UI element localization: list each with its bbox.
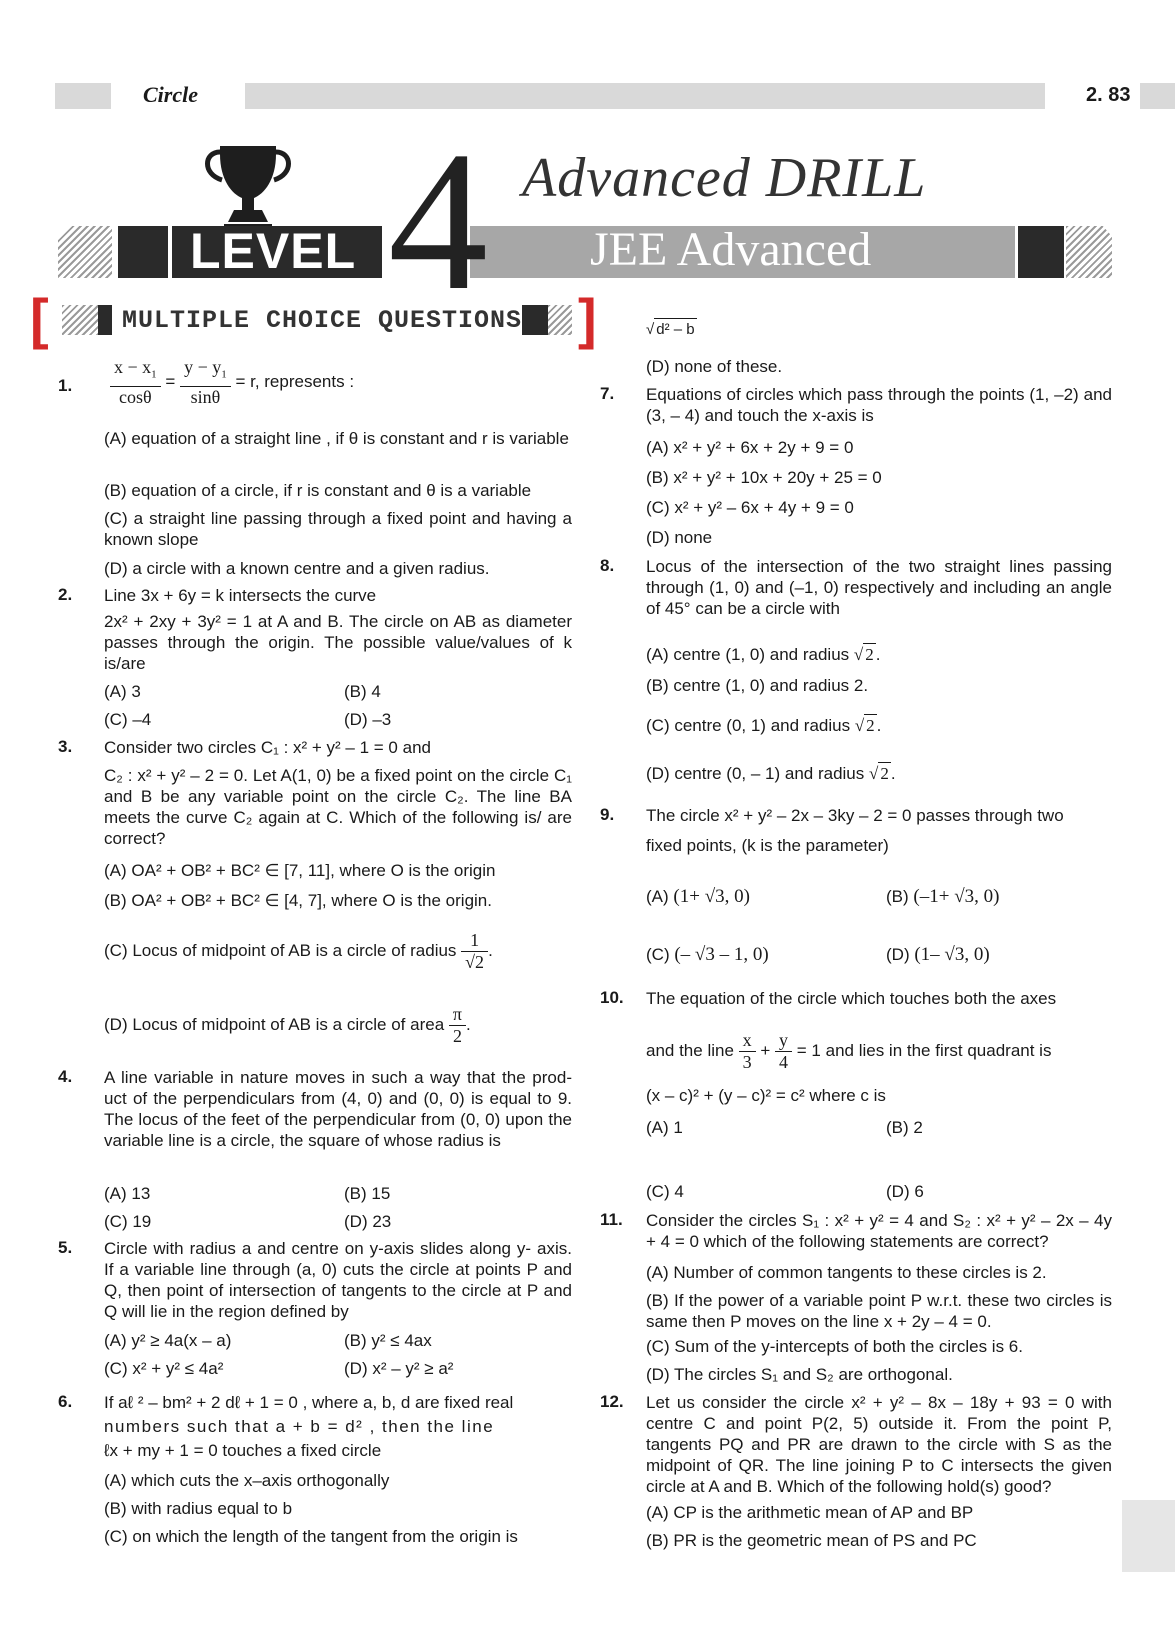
- q6-option-a: (A) which cuts the x–axis orthogonally: [104, 1471, 390, 1490]
- q3-d-frac: $\frac{\pi}{2}$: [449, 1004, 466, 1047]
- level-label: LEVEL: [190, 223, 357, 279]
- level-number: 4: [388, 111, 488, 332]
- q1-frac-y: $\frac{y - y_1}{\sin\theta}$: [180, 357, 231, 408]
- q11-text: Consider the circles S₁ : x² + y² = 4 and S₂ : x² + y² – 2x – 4y + 4 = 0 which of the following statements are correct?: [646, 1211, 1112, 1251]
- q1-number: 1.: [58, 376, 73, 395]
- section-block-right: [522, 305, 548, 335]
- banner-right-block: [1018, 226, 1064, 278]
- q7-option-a: (A) x² + y² + 6x + 2y + 9 = 0: [646, 438, 854, 457]
- q4-option-b: (B) 15: [344, 1184, 391, 1203]
- q3-option-c: (C) Locus of midpoint of AB is a circle of radius $\frac{1}{√2}$ .: [104, 930, 493, 972]
- q3-c-frac: $\frac{1}{√2}$: [461, 930, 488, 973]
- q2-option-a: (A) 3: [104, 682, 141, 701]
- q6-line2: numbers such that a + b = d² , then the line: [104, 1417, 495, 1436]
- q6-option-d: (D) none of these.: [646, 357, 783, 376]
- q5-number: 5.: [58, 1238, 73, 1257]
- q9-option-d: (D) (1– √3, 0): [886, 944, 990, 965]
- q5-option-c: (C) x² + y² ≤ 4a²: [104, 1359, 224, 1378]
- q6-line1: If aℓ ² – bm² + 2 dℓ + 1 = 0 , where a, b, d are fixed real: [104, 1393, 514, 1412]
- header-bar-left: [55, 83, 111, 109]
- q9-line2: fixed points, (k is the parameter): [646, 836, 889, 855]
- q11-option-c: (C) Sum of the y-intercepts of both the circles is 6.: [646, 1337, 1023, 1356]
- q10-frac-y: $\frac{y}{4}$: [775, 1030, 792, 1073]
- q7-number: 7.: [600, 384, 615, 403]
- banner-hatch-right: [1066, 226, 1112, 278]
- q7-option-c: (C) x² + y² – 6x + 4y + 9 = 0: [646, 498, 854, 517]
- q3-option-a: (A) OA² + OB² + BC² ∈ [7, 11], where O is the origin: [104, 861, 496, 880]
- q8-number: 8.: [600, 556, 615, 575]
- q10-option-c: (C) 4: [646, 1182, 684, 1201]
- q7-option-d: (D) none: [646, 528, 713, 547]
- q3-line2: C₂ : x² + y² – 2 = 0. Let A(1, 0) be a fixed point on the circle C₁ and B be any variable point on the circle C₂. The line BA meets the curve C₂ again at C. Which of the following is/ are correct?: [104, 766, 572, 848]
- q4-option-c: (C) 19: [104, 1212, 152, 1231]
- q11-option-b: (B) If the power of a variable point P w.r.t. these two circles is same then P moves on the line x + 2y – 4 = 0.: [646, 1291, 1112, 1331]
- q11-option-a: (A) Number of common tangents to these circles is 2.: [646, 1263, 1047, 1282]
- q6-number: 6.: [58, 1392, 73, 1411]
- q5-text: Circle with radius a and centre on y-axis slides along y- axis. If a variable line through (a, 0) cuts the circle at points P and Q, then point of intersection of tangents to the circle at P and Q will lie in the region defined by: [104, 1239, 572, 1321]
- banner-level-bg: [118, 226, 168, 278]
- q8-option-d: (D) centre (0, – 1) and radius √ 2 .: [646, 764, 896, 783]
- q1-option-d: (D) a circle with a known centre and a given radius.: [104, 559, 490, 578]
- q10-line2: and the line $\frac{x}{3}$ + $\frac{y}{4}$ = 1 and lies in the first quadrant is: [646, 1030, 1052, 1072]
- section-title: MULTIPLE CHOICE QUESTIONS: [122, 306, 523, 335]
- q7-option-b: (B) x² + y² + 10x + 20y + 25 = 0: [646, 468, 882, 487]
- q3-option-b: (B) OA² + OB² + BC² ∈ [4, 7], where O is the origin.: [104, 891, 492, 910]
- header-bar-right: [1140, 83, 1175, 109]
- q11-option-d: (D) The circles S₁ and S₂ are orthogonal.: [646, 1365, 953, 1384]
- subtitle: JEE Advanced: [590, 223, 872, 276]
- section-hatch-right: [548, 305, 572, 335]
- q6-option-c: (C) on which the length of the tangent from the origin is: [104, 1527, 518, 1546]
- section-bracket-right: ]: [578, 287, 597, 350]
- q10-option-b: (B) 2: [886, 1118, 923, 1137]
- q3-line1: Consider two circles C₁ : x² + y² – 1 = 0 and: [104, 738, 431, 757]
- q9-option-a: (A) (1+ √3, 0): [646, 886, 750, 907]
- q4-text: A line variable in nature moves in such a way that the prod- uct of the perpendiculars from (4, 0) and (0, 0) is equal to 9. The locus of the feet of the perpendicular from (0, 0) upon the variable line is a circle, the square of whose radius is: [104, 1068, 572, 1150]
- chapter-title: Circle: [143, 82, 198, 107]
- drill-title: Advanced DRILL: [522, 147, 927, 209]
- q7-text: Equations of circles which pass through the points (1, –2) and (3, – 4) and touch the x-axis is: [646, 385, 1112, 425]
- q10-number: 10.: [600, 988, 624, 1007]
- q4-option-a: (A) 13: [104, 1184, 151, 1203]
- q6-sqrt: √ d² – b: [646, 318, 697, 340]
- q8-text: Locus of the intersection of the two straight lines passing through (1, 0) and (–1, 0) respectively and including an angle of 45° can be a circle with: [646, 557, 1112, 618]
- q10-frac-x: $\frac{x}{3}$: [739, 1030, 756, 1073]
- q2-option-d: (D) –3: [344, 710, 392, 729]
- q11-number: 11.: [600, 1210, 623, 1229]
- q1-option-c: (C) a straight line passing through a fixed point and having a known slope: [104, 509, 572, 549]
- page-number: 2. 83: [1086, 84, 1131, 106]
- q1-option-a: (A) equation of a straight line , if θ is constant and r is variable: [104, 429, 569, 448]
- q4-option-d: (D) 23: [344, 1212, 392, 1231]
- q2-line2: 2x² + 2xy + 3y² = 1 at A and B. The circle on AB as diameter passes through the origin. The possible value/values of k is/are: [104, 612, 572, 673]
- q6-option-b: (B) with radius equal to b: [104, 1499, 293, 1518]
- q6-line3: ℓx + my + 1 = 0 touches a fixed circle: [104, 1441, 382, 1460]
- q10-line3: (x – c)² + (y – c)² = c² where c is: [646, 1086, 886, 1105]
- q2-option-c: (C) –4: [104, 710, 152, 729]
- q8-option-b: (B) centre (1, 0) and radius 2.: [646, 676, 869, 695]
- q4-number: 4.: [58, 1067, 73, 1086]
- q1-stem: $\frac{x - x_1}{\cos\theta}$ = $\frac{y - y_1}{\sin\theta}$ = r, represents :: [110, 357, 354, 408]
- section-bracket-left: [: [30, 287, 49, 350]
- q10-line1: The equation of the circle which touches both the axes: [646, 989, 1057, 1008]
- corner-block: [1122, 1500, 1175, 1572]
- q8-option-c: (C) centre (0, 1) and radius √ 2 .: [646, 716, 882, 735]
- q8-option-a: (A) centre (1, 0) and radius √ 2 .: [646, 645, 881, 664]
- q9-number: 9.: [600, 805, 615, 824]
- q1-frac-x: $\frac{x - x_1}{\cos\theta}$: [110, 357, 161, 408]
- sqrt-sign: √: [646, 321, 655, 338]
- q5-option-b: (B) y² ≤ 4ax: [344, 1331, 432, 1350]
- q12-text: Let us consider the circle x² + y² – 8x – 18y + 93 = 0 with centre C and point P(2, 5) outside it. From the point P, tangents PQ and PR are drawn to the circle with S as the midpoint of QR. The line joining P to C intersects the given circle at A and B. Which of the following hold(s) good?: [646, 1393, 1112, 1496]
- section-block-left: [98, 305, 112, 335]
- q3-option-d: (D) Locus of midpoint of AB is a circle of area $\frac{\pi}{2}$ .: [104, 1004, 471, 1046]
- q2-number: 2.: [58, 585, 73, 604]
- section-hatch-left: [62, 305, 98, 335]
- q12-option-b: (B) PR is the geometric mean of PS and PC: [646, 1531, 977, 1550]
- banner-hatch-left: [58, 226, 112, 278]
- header-bar-mid: [245, 83, 1045, 109]
- q3-number: 3.: [58, 737, 73, 756]
- q2-option-b: (B) 4: [344, 682, 381, 701]
- q10-option-d: (D) 6: [886, 1182, 924, 1201]
- q9-option-c: (C) (– √3 – 1, 0): [646, 944, 769, 965]
- q10-option-a: (A) 1: [646, 1118, 683, 1137]
- q5-option-d: (D) x² – y² ≥ a²: [344, 1359, 454, 1378]
- q1-option-b: (B) equation of a circle, if r is constant and θ is a variable: [104, 481, 532, 500]
- q9-option-b: (B) (–1+ √3, 0): [886, 886, 1000, 907]
- q9-line1: The circle x² + y² – 2x – 3ky – 2 = 0 passes through two: [646, 806, 1064, 825]
- q12-number: 12.: [600, 1392, 624, 1411]
- q2-line1: Line 3x + 6y = k intersects the curve: [104, 586, 377, 605]
- q12-option-a: (A) CP is the arithmetic mean of AP and BP: [646, 1503, 974, 1522]
- q5-option-a: (A) y² ≥ 4a(x – a): [104, 1331, 232, 1350]
